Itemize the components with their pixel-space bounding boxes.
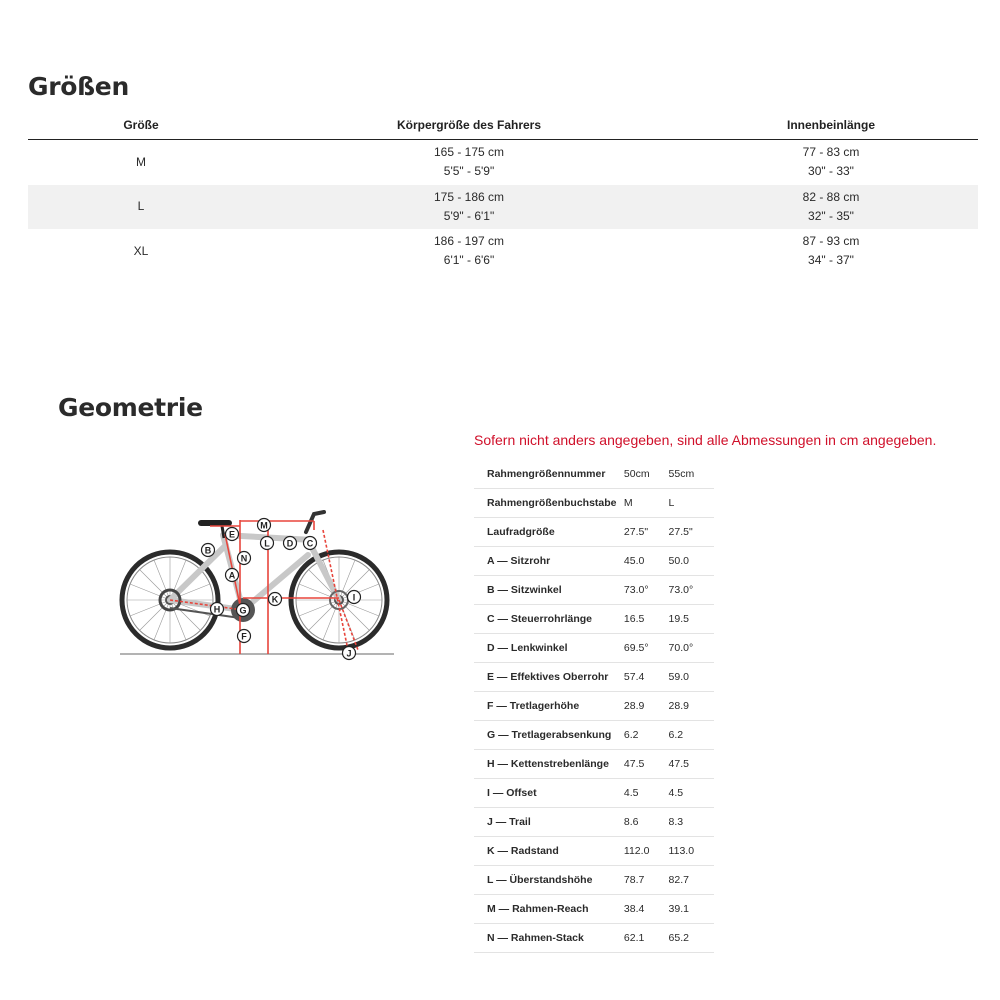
sizes-header-row [28, 110, 978, 140]
table-row [474, 750, 714, 779]
diagram-label-n-text: N [240, 553, 248, 564]
height-cm: 175 - 186 cm [433, 189, 505, 204]
geometry-value-50cm: 112.0 [624, 837, 669, 866]
table-row [474, 489, 714, 518]
diagram-label-c-text: C [306, 538, 314, 549]
geometry-value-50cm: 47.5 [624, 750, 669, 779]
geometry-value-55cm: 39.1 [669, 895, 714, 924]
geometry-value-55cm: 59.0 [669, 663, 714, 692]
rider-height-cell [254, 140, 684, 185]
inseam-cell [684, 140, 978, 185]
table-row [474, 576, 714, 605]
geometry-value-50cm: 50cm [624, 460, 669, 489]
geometry-value-55cm: 6.2 [669, 721, 714, 750]
diagram-label-l [261, 537, 274, 550]
diagram-label-k [269, 593, 282, 606]
table-row [474, 837, 714, 866]
diagram-label-c [304, 537, 317, 550]
height-cm: 186 - 197 cm [433, 234, 505, 249]
diagram-label-i [348, 591, 361, 604]
height-cm: 165 - 175 cm [433, 145, 505, 160]
geometry-value-50cm: 4.5 [624, 779, 669, 808]
geometry-value-50cm: 27.5" [624, 518, 669, 547]
geometry-label: A — Sitzrohr [474, 547, 624, 576]
geometry-value-50cm: 6.2 [624, 721, 669, 750]
table-row [28, 229, 978, 274]
rider-height-cell [254, 229, 684, 274]
diagram-label-e [226, 528, 239, 541]
table-row [474, 721, 714, 750]
table-row [474, 808, 714, 837]
geometry-label: I — Offset [474, 779, 624, 808]
geometry-value-50cm: 8.6 [624, 808, 669, 837]
geometry-label: Laufradgröße [474, 518, 624, 547]
table-row [474, 924, 714, 953]
sizes-table [28, 110, 978, 274]
diagram-label-j [343, 647, 356, 660]
size-cell: L [28, 185, 254, 230]
diagram-label-g [237, 604, 250, 617]
geometry-label: D — Lenkwinkel [474, 634, 624, 663]
geometry-label: J — Trail [474, 808, 624, 837]
column-header-size: Größe [28, 110, 254, 140]
geometry-value-55cm: 47.5 [669, 750, 714, 779]
table-row [474, 779, 714, 808]
geometry-label: M — Rahmen-Reach [474, 895, 624, 924]
geometry-label: F — Tretlagerhöhe [474, 692, 624, 721]
diagram-label-h [211, 603, 224, 616]
size-cell: XL [133, 243, 149, 258]
diagram-label-a [226, 569, 239, 582]
diagram-label-a-text: A [228, 570, 236, 581]
table-row [28, 185, 978, 230]
geometry-value-55cm: 19.5 [669, 605, 714, 634]
table-row [474, 663, 714, 692]
geometry-label: Rahmengrößennummer [474, 460, 624, 489]
table-row [474, 634, 714, 663]
diagram-label-h-text: H [213, 604, 221, 615]
diagram-label-e-text: E [228, 529, 236, 540]
height-in: 5'5" - 5'9" [443, 164, 495, 179]
geometry-label: K — Radstand [474, 837, 624, 866]
geometry-value-50cm: M [624, 489, 669, 518]
geometry-value-55cm: 50.0 [669, 547, 714, 576]
column-header-rider-height: Körpergröße des Fahrers [254, 110, 684, 140]
geometry-value-55cm: 28.9 [669, 692, 714, 721]
inseam-cm: 82 - 88 cm [802, 189, 860, 204]
geometry-value-50cm: 62.1 [624, 924, 669, 953]
table-row [474, 895, 714, 924]
diagram-label-k-text: K [271, 594, 279, 605]
diagram-label-d [284, 537, 297, 550]
table-row [28, 140, 978, 185]
table-row [474, 605, 714, 634]
geometry-value-55cm: L [669, 489, 714, 518]
geometry-value-55cm: 8.3 [669, 808, 714, 837]
height-in: 6'1" - 6'6" [443, 253, 495, 268]
height-in: 5'9" - 6'1" [443, 208, 495, 223]
inseam-cell [684, 185, 978, 230]
geometry-value-55cm: 65.2 [669, 924, 714, 953]
inseam-cm: 87 - 93 cm [802, 234, 860, 249]
geometry-label: G — Tretlagerabsenkung [474, 721, 624, 750]
geometry-label: C — Steuerrohrlänge [474, 605, 624, 634]
geometry-label: L — Überstandshöhe [474, 866, 624, 895]
geometry-label: N — Rahmen-Stack [474, 924, 624, 953]
geometry-value-50cm: 28.9 [624, 692, 669, 721]
diagram-label-n [238, 552, 251, 565]
geometry-value-55cm: 70.0° [669, 634, 714, 663]
table-row [474, 692, 714, 721]
size-cell: M [136, 154, 146, 169]
inseam-in: 30" - 33" [808, 164, 854, 179]
table-row [474, 547, 714, 576]
diagram-label-j-text: J [346, 648, 352, 659]
geometry-value-55cm: 55cm [669, 460, 714, 489]
table-row [474, 460, 714, 489]
table-row [474, 518, 714, 547]
geometry-value-55cm: 82.7 [669, 866, 714, 895]
inseam-in: 34" - 37" [808, 253, 854, 268]
geometry-value-50cm: 16.5 [624, 605, 669, 634]
geometry-value-50cm: 57.4 [624, 663, 669, 692]
geometry-value-50cm: 73.0° [624, 576, 669, 605]
geometry-value-50cm: 78.7 [624, 866, 669, 895]
diagram-label-f [238, 630, 251, 643]
geometry-heading: Geometrie [58, 393, 203, 422]
geometry-value-55cm: 4.5 [669, 779, 714, 808]
geometry-value-50cm: 38.4 [624, 895, 669, 924]
diagram-label-m [258, 519, 271, 532]
geometry-value-55cm: 73.0° [669, 576, 714, 605]
geometry-table [474, 460, 714, 953]
inseam-cell [684, 229, 978, 274]
diagram-label-m-text: M [260, 520, 268, 531]
diagram-label-b [202, 544, 215, 557]
inseam-in: 32" - 35" [808, 208, 854, 223]
inseam-cm: 77 - 83 cm [802, 145, 860, 160]
table-row [474, 866, 714, 895]
rider-height-cell [254, 185, 684, 230]
geometry-value-50cm: 69.5° [624, 634, 669, 663]
geometry-label: Rahmengrößenbuchstabe [474, 489, 624, 518]
diagram-label-i-text: I [352, 592, 356, 603]
column-header-inseam: Innenbeinlänge [684, 110, 978, 140]
geometry-label: E — Effektives Oberrohr [474, 663, 624, 692]
bike-geometry-diagram [118, 500, 398, 665]
diagram-label-f-text: F [241, 631, 247, 642]
geometry-label: H — Kettenstrebenlänge [474, 750, 624, 779]
units-note: Sofern nicht anders angegeben, sind alle Abmessungen in cm angegeben. [474, 432, 937, 448]
diagram-label-d-text: D [286, 538, 294, 549]
geometry-label: B — Sitzwinkel [474, 576, 624, 605]
diagram-label-g-text: G [239, 605, 247, 616]
diagram-label-l-text: L [264, 538, 270, 549]
geometry-value-55cm: 113.0 [669, 837, 714, 866]
sizes-heading: Größen [28, 72, 129, 101]
geometry-value-50cm: 45.0 [624, 547, 669, 576]
diagram-label-b-text: B [204, 545, 212, 556]
geometry-value-55cm: 27.5" [669, 518, 714, 547]
